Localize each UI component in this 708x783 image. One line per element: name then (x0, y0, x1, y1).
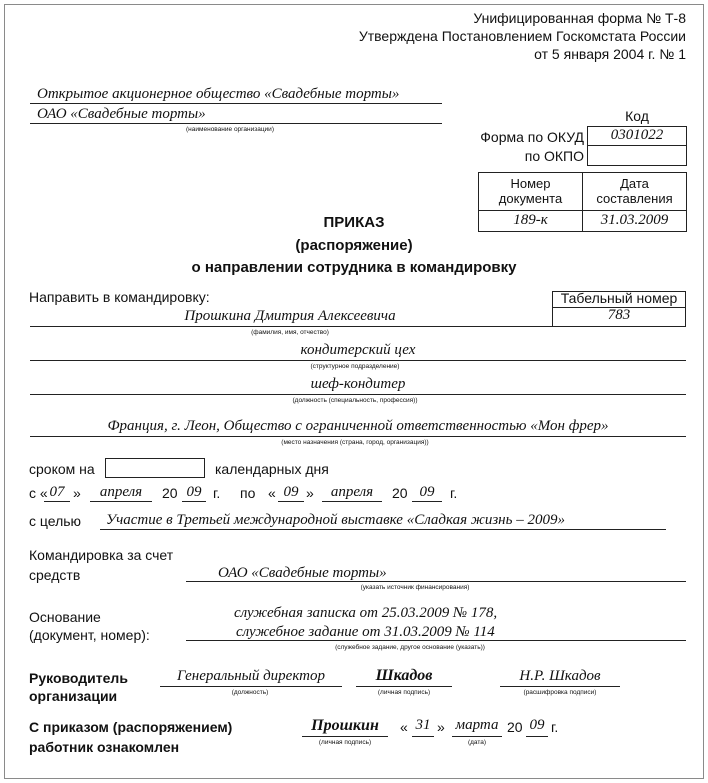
okud-label: Форма по ОКУД (480, 129, 584, 145)
employee-name-caption: (фамилия, имя, отчество) (251, 329, 329, 336)
ack-signature-caption: (личная подпись) (318, 739, 372, 746)
days-label: календарных дня (215, 461, 329, 477)
from-month: апреля (99, 484, 143, 500)
employee-name: Прошкина Дмитрия Алексеевича (184, 308, 396, 324)
head-decoding-caption: (расшифровка подписи) (523, 689, 597, 696)
to-month-line (322, 501, 382, 502)
days-box (105, 458, 205, 478)
destination-caption: (место назначения (страна, город, организация)) (281, 439, 429, 446)
head-decoding-line (500, 686, 620, 687)
from-day-line (44, 501, 70, 502)
ack-day-value: 31 (415, 717, 431, 733)
head-signature-line (356, 686, 452, 687)
organization-short-name: ОАО «Свадебные торты» (37, 106, 206, 122)
tab-number-header: Табельный номер (560, 290, 678, 306)
department-caption: (структурное подразделение) (310, 363, 400, 370)
funding-value: ОАО «Свадебные торты» (218, 565, 387, 581)
order-subject: о направлении сотрудника в командировку (191, 259, 517, 276)
purpose-label: с целью (29, 513, 82, 529)
department-line (30, 360, 686, 361)
doc-number-header: Номер документа (498, 176, 563, 206)
organization-caption: (наименование организации) (186, 126, 274, 133)
to-year: 09 (419, 484, 435, 500)
funding-caption: (указать источник финансирования) (360, 584, 470, 591)
destination-value: Франция, г. Леон, Общество с ограниченной ответственностью «Мон фрер» (107, 418, 609, 434)
employee-name-line (30, 326, 552, 327)
from-month-line (90, 501, 152, 502)
to-day-line (278, 501, 304, 502)
send-label: Направить в командировку: (29, 289, 210, 305)
ack-label-line2: работник ознакомлен (29, 739, 180, 755)
to-year-prefix: 20 (392, 485, 408, 501)
ack-month-value: марта (455, 717, 499, 733)
basis-line (186, 640, 686, 641)
ack-day-line (412, 736, 434, 737)
basis-value-line2: служебное задание от 31.03.2009 № 114 (236, 624, 495, 640)
to-year-suffix: г. (450, 485, 458, 501)
to-month: апреля (330, 484, 374, 500)
tab-number-value: 783 (607, 307, 631, 323)
to-day-open-quote: « (268, 485, 276, 501)
okpo-box (587, 145, 687, 166)
ack-year-suffix: г. (551, 719, 559, 735)
ack-open-quote: « (400, 719, 408, 735)
from-prefix: с « (29, 485, 48, 501)
approved-line: Утверждена Постановлением Госкомстата России (358, 28, 686, 44)
okud-value: 0301022 (610, 127, 664, 143)
basis-label-line2: (документ, номер): (29, 627, 150, 643)
to-day-close-quote: » (306, 485, 314, 501)
order-subtitle: (распоряжение) (295, 237, 413, 254)
approval-date-line: от 5 января 2004 г. № 1 (534, 46, 686, 62)
code-header: Код (625, 108, 649, 124)
ack-year-line (526, 736, 548, 737)
to-year-line (412, 501, 442, 502)
from-year: 09 (186, 484, 202, 500)
organization-short-name-line (30, 123, 442, 124)
ack-month-line (452, 736, 502, 737)
from-day: 07 (49, 484, 65, 500)
organization-full-name: Открытое акционерное общество «Свадебные торты» (37, 86, 400, 102)
ack-year-value: 09 (529, 717, 545, 733)
order-title: ПРИКАЗ (323, 214, 385, 231)
head-position-caption: (должность) (231, 689, 269, 696)
ack-label-line1: С приказом (распоряжением) (29, 719, 233, 735)
head-position-value: Генеральный директор (177, 668, 325, 684)
head-signature-value: Шкадов (375, 667, 433, 684)
to-word: по (240, 485, 256, 501)
purpose-line (100, 529, 666, 530)
from-year-prefix: 20 (162, 485, 178, 501)
from-day-close-quote: » (73, 485, 81, 501)
basis-label-line1: Основание (29, 609, 101, 625)
organization-full-name-line (30, 103, 442, 104)
funding-label-line2: средств (29, 567, 81, 583)
funding-line (186, 581, 686, 582)
from-year-line (182, 501, 206, 502)
head-label-line1: Руководитель (29, 670, 128, 686)
ack-date-caption: (дата) (467, 739, 487, 746)
ack-signature-line (302, 736, 388, 737)
ack-year-prefix: 20 (507, 719, 523, 735)
position-caption: (должность (специальность, профессия)) (292, 397, 418, 404)
destination-line (30, 436, 686, 437)
doc-number-value: 189-к (513, 212, 548, 228)
to-day: 09 (283, 484, 299, 500)
position-value: шеф-кондитер (310, 376, 406, 392)
okpo-label: по ОКПО (524, 148, 584, 164)
purpose-value: Участие в Третьей международной выставке «Сладкая жизнь – 2009» (106, 512, 565, 528)
from-year-suffix: г. (213, 485, 221, 501)
term-label: сроком на (29, 461, 95, 477)
form-number-line: Унифицированная форма № Т-8 (473, 10, 686, 26)
doc-date-value: 31.03.2009 (600, 212, 669, 228)
funding-label-line1: Командировка за счет (29, 547, 174, 563)
head-decoding-value: Н.Р. Шкадов (519, 668, 601, 684)
department-value: кондитерский цех (300, 342, 416, 358)
head-signature-caption: (личная подпись) (377, 689, 431, 696)
position-line (30, 394, 686, 395)
basis-caption: (служебное задание, другое основание (указать)) (335, 644, 485, 651)
ack-close-quote: » (437, 719, 445, 735)
basis-value-line1: служебная записка от 25.03.2009 № 178, (234, 605, 498, 621)
doc-date-header: Дата составления (596, 176, 673, 206)
ack-signature-value: Прошкин (311, 717, 379, 734)
head-label-line2: организации (29, 688, 118, 704)
head-position-line (160, 686, 342, 687)
